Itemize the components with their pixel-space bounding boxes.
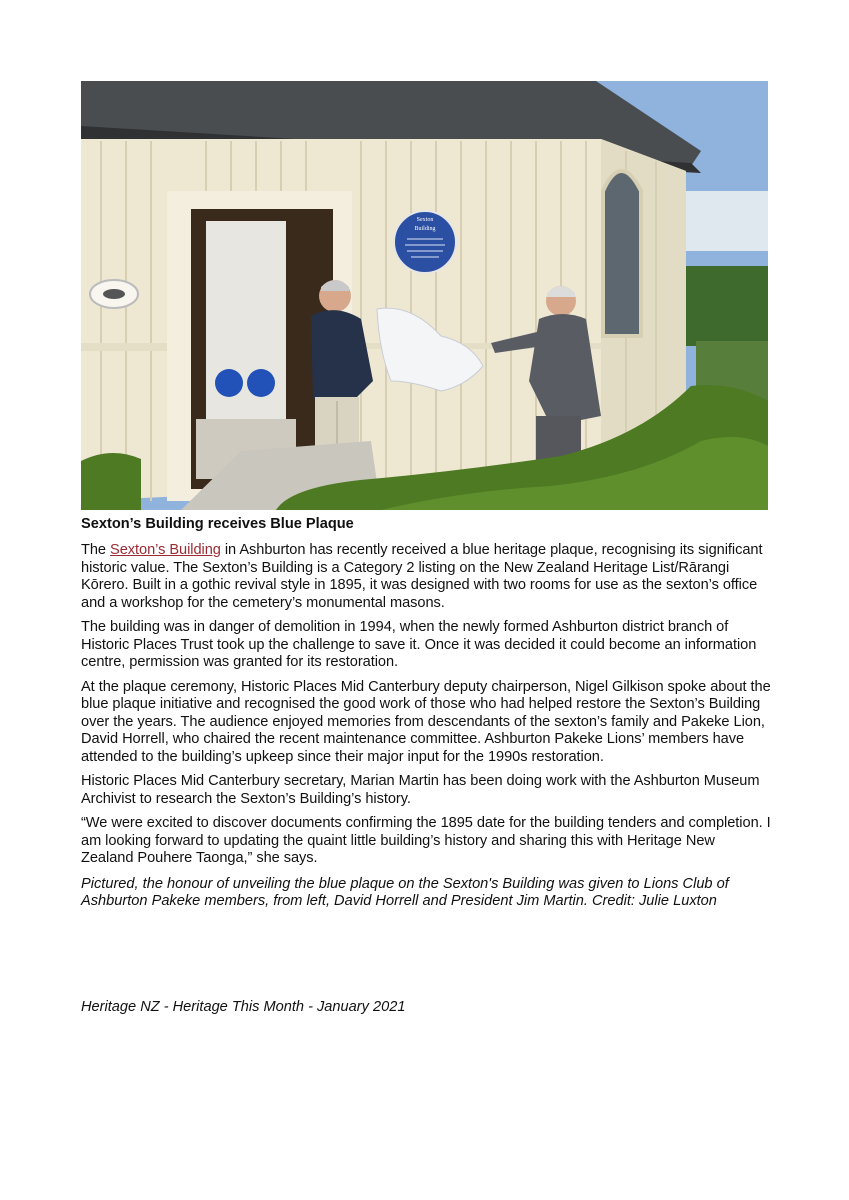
paragraph-1: [81, 542, 771, 612]
plaque-line-2: Building: [414, 226, 436, 232]
sextons-building-link[interactable]: Sexton’s Building: [110, 542, 221, 558]
article-photo: [81, 81, 768, 510]
paragraph-2: The building was in danger of demolition in 1994, when the newly formed Ashburton district branch of Historic Places Trust took up the challenge to save it. Once it was decided it could become an information centre, permission was granted for its restoration.: [81, 619, 757, 670]
paragraph-3: At the plaque ceremony, Historic Places Mid Canterbury deputy chairperson, Nigel Gilkison spoke about the blue plaque initiative and recognised the good work of those who had helped restore the Sexton’s Building over the years. The audience enjoyed memories from descendants of the sexton’s family and Pakeke Lion, David Horrell, who chaired the recent maintenance committee. Ashburton Pakeke Lions’ members have attended to the building’s upkeep since their major input for the 1990s restoration.: [81, 678, 771, 765]
article: [81, 516, 771, 911]
paragraph-1-prefix: The: [81, 542, 111, 558]
photo-illustration: [81, 81, 768, 510]
plaque-line-1: Sexton: [416, 217, 434, 223]
photo-caption: Pictured, the honour of unveiling the blue plaque on the Sexton's Building was given to Lions Club of Ashburton Pakeke members, from left, David Horrell and President Jim Martin. Credit: Julie Luxton: [81, 875, 729, 909]
article-headline: Sexton’s Building receives Blue Plaque: [81, 516, 354, 532]
paragraph-4: Historic Places Mid Canterbury secretary, Marian Martin has been doing work with the Ashburton Museum Archivist to research the Sexton’s Building’s history.: [81, 773, 760, 807]
paragraph-5: “We were excited to discover documents confirming the 1895 date for the building tenders and completion. I am looking forward to updating the quaint little building’s history and sharing this with Heritage New Zealand Pouhere Taonga,” she says.: [81, 815, 771, 866]
source-footer: Heritage NZ - Heritage This Month - January 2021: [81, 999, 406, 1015]
paragraph-1-rest: in Ashburton has recently received a blue heritage plaque, recognising its significant historic value. The Sexton’s Building is a Category 2 listing on the New Zealand Heritage List/Rārangi Kōrero. Built in a gothic revival style in 1895, it was designed with two rooms for use as the sexton’s office and a workshop for the cemetery’s monumental masons.: [81, 542, 763, 611]
